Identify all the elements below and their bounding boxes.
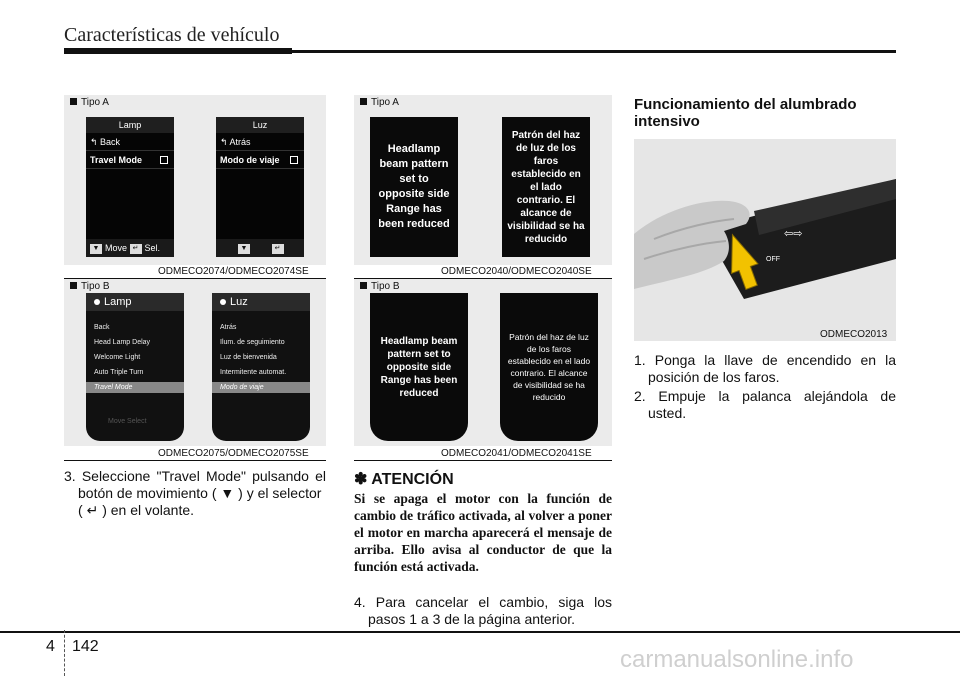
menu-item: Head Lamp Delay xyxy=(94,339,151,346)
step-4-text xyxy=(354,594,612,628)
page-header-title: Características de vehículo xyxy=(64,24,280,46)
screen-title-text: Luz xyxy=(230,296,248,308)
message-screen-spanish: Patrón del haz de luz de los faros establecido en el lado contrario. El alcance de visibilidad se ha reducido xyxy=(502,117,590,257)
caption-rule xyxy=(64,460,326,461)
attention-title: ✽ ATENCIÓN xyxy=(354,471,454,488)
step-3-line-1: 3. Seleccione "Travel Mode" pulsando el xyxy=(64,468,326,484)
lever-off-label: OFF xyxy=(766,256,780,263)
screen-title: Lamp xyxy=(86,117,174,133)
screen-footer xyxy=(216,239,304,257)
header-rule-accent xyxy=(64,48,292,54)
page-number: 142 xyxy=(72,638,99,655)
page-number-divider xyxy=(64,630,65,676)
chapter-number: 4 xyxy=(46,638,55,655)
watermark-text: carmanualsonline.info xyxy=(620,646,854,673)
step-1-line-2: posición de los faros. xyxy=(648,369,780,385)
menu-item: Intermitente automat. xyxy=(220,369,287,376)
bulb-icon xyxy=(94,299,100,305)
menu-screen-spanish xyxy=(212,293,310,441)
square-bullet-icon xyxy=(360,98,367,105)
step-3-line-3b: ) en el volante. xyxy=(102,502,195,518)
menu-screen-english xyxy=(86,293,184,441)
square-bullet-icon xyxy=(360,282,367,289)
square-bullet-icon xyxy=(70,98,77,105)
checkbox-icon xyxy=(160,156,168,164)
step-2-line-1: 2. Empuje la palanca alejándola de xyxy=(634,388,896,404)
screen-travel-mode-item xyxy=(86,151,174,169)
menu-item: Welcome Light xyxy=(94,354,141,361)
figure-caption: ODMECO2041/ODMECO2041SE xyxy=(441,448,592,459)
figure-type-a-menu xyxy=(64,95,326,265)
photo-caption: ODMECO2013 xyxy=(820,329,888,340)
menu-item: Ilum. de seguimiento xyxy=(220,339,285,346)
attention-body: Si se apaga el motor con la función de cambio de tráfico activada, al volver a poner el motor en marcha aparecerá el mensaje de arriba. Ello avisa al conductor de que la función está activada. xyxy=(354,491,612,574)
step-3-text xyxy=(64,468,326,519)
figure-type-b-message xyxy=(354,279,612,446)
menu-screen-english xyxy=(86,117,174,257)
steps-right xyxy=(634,352,896,422)
square-bullet-icon xyxy=(70,282,77,289)
screen-title: Luz xyxy=(216,117,304,133)
screen-footer: Move Select xyxy=(108,418,147,425)
checkbox-icon xyxy=(290,156,298,164)
down-key-icon: ▼ xyxy=(238,244,250,254)
type-label xyxy=(70,281,110,292)
enter-key-icon: ↵ xyxy=(130,244,142,254)
lever-symbol-arrows: ⇦⇨ xyxy=(784,228,803,240)
type-label xyxy=(360,281,400,292)
step-3-line-3a: ( xyxy=(78,502,83,518)
enter-key-icon: ↵ xyxy=(272,244,284,254)
step-4-line-1: 4. Para cancelar el cambio, siga los xyxy=(354,594,612,610)
menu-item: Back xyxy=(94,324,110,331)
back-label: Back xyxy=(100,137,121,147)
step-3-line-3 xyxy=(64,502,326,519)
figure-caption: ODMECO2040/ODMECO2040SE xyxy=(441,266,592,277)
sel-label: Sel. xyxy=(144,243,161,253)
back-label: Atrás xyxy=(229,137,251,147)
bulb-icon xyxy=(220,299,226,305)
screen-travel-mode-item xyxy=(216,151,304,169)
type-label xyxy=(70,97,109,108)
type-label-text: Tipo A xyxy=(371,97,399,108)
screen-title xyxy=(212,293,310,311)
menu-item: Auto Triple Turn xyxy=(94,369,144,376)
move-label: Move xyxy=(105,243,128,253)
figure-type-a-message xyxy=(354,95,612,265)
section-heading: Funcionamiento del alumbrado intensivo xyxy=(634,96,857,130)
menu-item: Atrás xyxy=(220,324,237,331)
screen-footer xyxy=(86,239,174,257)
step-1-line-1: 1. Ponga la llave de encendido en la xyxy=(634,352,896,368)
type-label-text: Tipo B xyxy=(371,281,400,292)
step-3-line-2b: ) y el selector xyxy=(238,485,322,501)
enter-arrow-icon: ↵ xyxy=(86,502,99,518)
footer-rule xyxy=(0,631,960,633)
figure-type-b-menu xyxy=(64,279,326,446)
type-label-text: Tipo B xyxy=(81,281,110,292)
screen-title-text: Lamp xyxy=(104,296,132,308)
down-triangle-icon: ▼ xyxy=(220,485,235,501)
step-3-line-2 xyxy=(64,485,326,502)
message-screen-spanish: Patrón del haz de luz de los faros establecido en el lado contrario. El alcance de visibilidad se ha reducido xyxy=(500,293,598,441)
figure-caption: ODMECO2075/ODMECO2075SE xyxy=(158,448,309,459)
step-4-line-2: pasos 1 a 3 de la página anterior. xyxy=(368,611,576,627)
menu-item: Luz de bienvenida xyxy=(220,354,277,361)
type-label-text: Tipo A xyxy=(81,97,109,108)
message-screen-english: Headlamp beam pattern set to opposite side Range has been reduced xyxy=(370,293,468,441)
down-key-icon: ▼ xyxy=(90,244,102,254)
screen-back-item: ↰ Back xyxy=(86,133,174,151)
menu-screen-spanish xyxy=(216,117,304,257)
caption-rule xyxy=(354,460,612,461)
mode-label: Travel Mode xyxy=(90,155,143,165)
step-3-line-2a: botón de movimiento ( xyxy=(78,485,217,501)
menu-item-selected: Modo de viaje xyxy=(220,384,264,391)
screen-back-item: ↰ Atrás xyxy=(216,133,304,151)
screen-title xyxy=(86,293,184,311)
mode-label: Modo de viaje xyxy=(220,155,280,165)
step-2-line-2: usted. xyxy=(648,405,687,421)
menu-item-selected: Travel Mode xyxy=(94,384,133,391)
stalk-illustration xyxy=(634,139,896,341)
stalk-photo xyxy=(634,139,896,341)
message-screen-english: Headlamp beam pattern set to opposite side Range has been reduced xyxy=(370,117,458,257)
type-label xyxy=(360,97,399,108)
figure-caption: ODMECO2074/ODMECO2074SE xyxy=(158,266,309,277)
